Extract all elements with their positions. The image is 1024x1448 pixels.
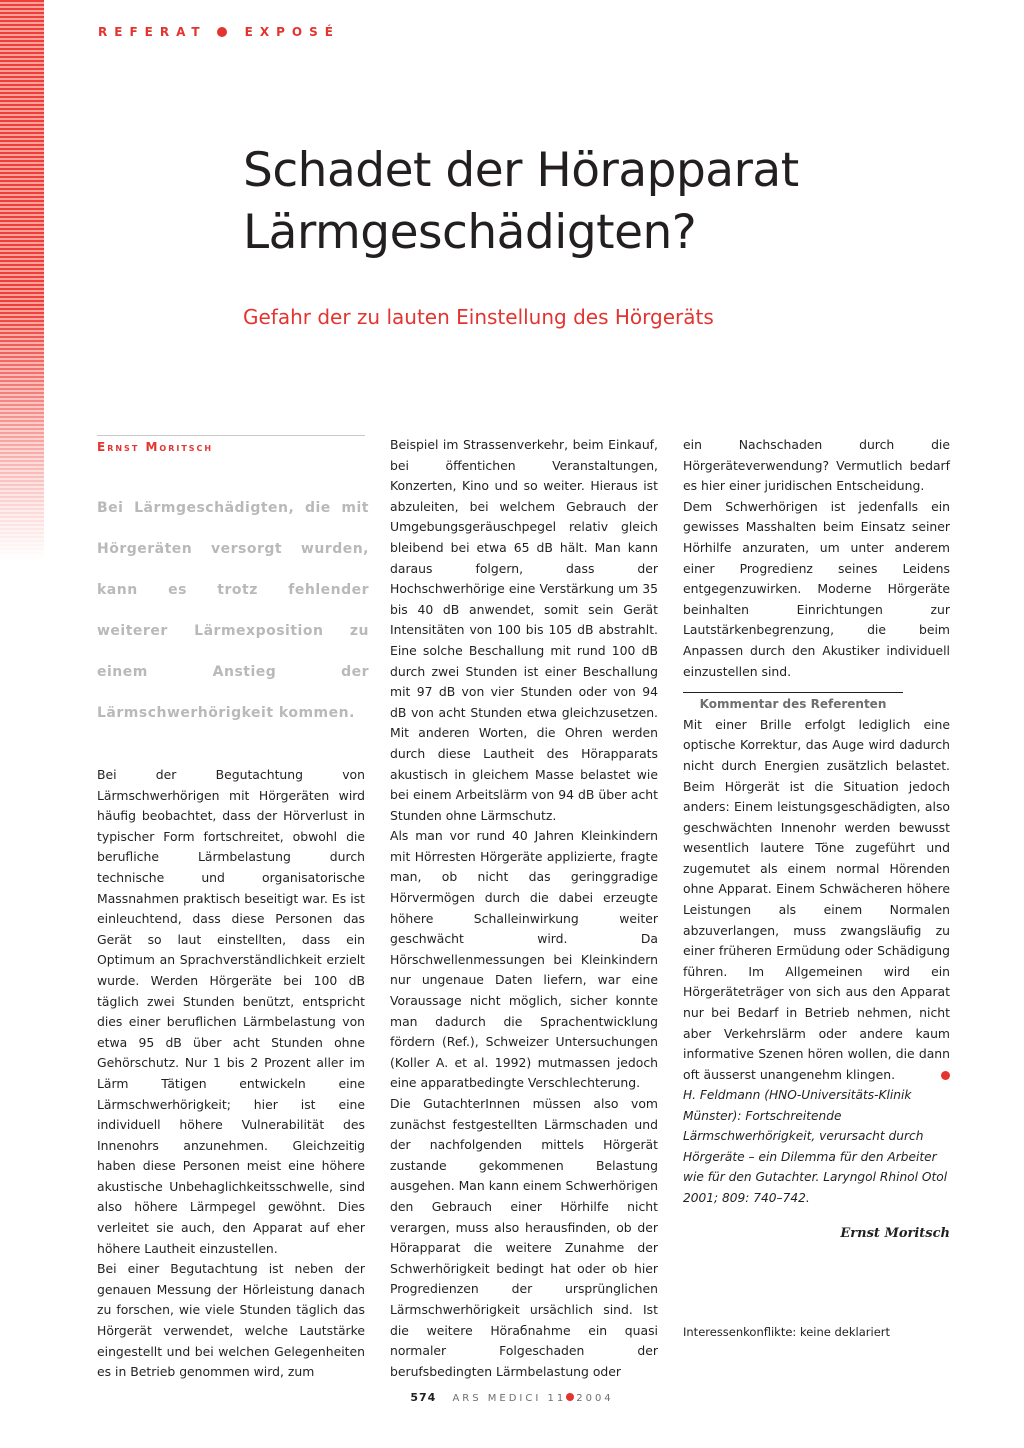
section-header	[98, 25, 340, 39]
column-1	[97, 765, 365, 1383]
page-number: 574	[410, 1391, 437, 1404]
edge-decoration-stripe	[0, 0, 44, 560]
column-2	[390, 435, 658, 1382]
body-paragraph: Als man vor rund 40 Jahren Kleinkindern mit Hörresten Hörgeräte applizierte, fragte man, ob nicht das geringgradige Hörvermögen durch die dabei erzeugte höhere Schalleinwirkung weiter geschwächt wird. Da Hörschwellenmessungen bei Kleinkindern nur ungenaue Daten liefern, war eine Voraussage nicht möglich, sicher konnte man dadurch die Sprachentwicklung fördern (Ref.), Schweizer Untersuchungen (Koller A. et al. 1992) mutmassen jedoch eine apparatbedingte Verschlechterung.	[390, 828, 658, 1091]
signature: Ernst Moritsch	[840, 1226, 950, 1242]
article-title: Schadet der Hörapparat Lärmgeschädigten?	[243, 143, 799, 260]
body-paragraph: Die GutachterInnen müssen also vom zunächst festgestellten Lärmschaden und der nachfolgenden mittels Hörgerät zustande gekommenen Belastung ausgehen. Man kann einem Schwerhörigen den Gebrauch einer Hörhilfe nicht verargen, muss also herausfinden, ob der Hörapparat die weitere Zunahme der Schwerhörigkeit bedingt hat oder ob hier Progredienzen der ursprünglichen Lärmschwerhörigkeit ursächlich sind. Ist die weitere Höraбnahme ein quasi normaler Folgeschaden der berufsbedingten Lärmbelastung oder	[390, 1096, 658, 1379]
conflict-of-interest-note: Interessenkonflikte: keine deklariert	[683, 1325, 890, 1339]
body-paragraph: Beispiel im Strassenverkehr, beim Einkauf, bei öffentichen Veranstaltungen, Konzerten, Kino und so weiter. Hieraus ist abzuleiten, bei welchem Gebrauch der Umgebungsgeräuschpegel relativ gleich bleibend bei etwa 65 dB hält. Man kann daraus folgern, dass der Hochschwerhörige eine Verstärkung um 35 bis 40 dB anwendet, somit sein Gerät Intensitäten von 100 bis 105 dB abstrahlt. Eine solche Beschallung mit rund 100 dB durch zwei Stunden ist einer Beschallung mit 97 dB von vier Stunden oder von 94 dB von acht Stunden etwa gleichzusetzen. Mit anderen Worten, die Ohren werden durch diese Lautheit des Hörapparats akustisch in gleichem Masse belastet wie bei einem Arbeitslärm von 94 dB über acht Stunden ohne Lärmschutz.	[390, 437, 658, 823]
column-3	[683, 435, 950, 1245]
body-paragraph: ein Nachschaden durch die Hörgeräteverwendung? Vermutlich bedarf es hier einer juridischen Entscheidung.	[683, 437, 950, 494]
journal-year: 2004	[576, 1393, 614, 1404]
page-footer	[0, 1391, 1024, 1404]
end-dot-icon	[941, 1071, 950, 1080]
comment-heading: Kommentar des Referenten	[683, 692, 903, 715]
article-subtitle: Gefahr der zu lauten Einstellung des Hörgeräts	[243, 305, 714, 329]
header-dot-icon	[217, 27, 227, 37]
body-paragraph: Bei einer Begutachtung ist neben der genauen Messung der Hörleistung danach zu forschen, wie viele Stunden täglich das Hörgerät verwendet, welche Lautstärke eingestellt und bei welchen Gelegenheiten es in Betrieb genommen wird, zum	[97, 1261, 365, 1380]
body-paragraph: Bei der Begutachtung von Lärmschwerhörigen mit Hörgeräten wird häufig beobachtet, dass der Hörverlust in typischer Form fortschreitet, obwohl die berufliche Lärmbelastung durch technische und organisatorische Massnahmen praktisch beseitigt war. Es ist einleuchtend, dass diese Personen das Gerät so laut einstellten, dass ein Optimum an Sprachverständlichkeit erzielt wurde. Werden Hörgeräte bei 100 dB täglich zwei Stunden benützt, entspricht dies einer beruflichen Lärmbelastung von etwa 95 dB über acht Stunden ohne Gehörschutz. Nur 1 bis 2 Prozent aller im Lärm Tätigen entwickeln eine Lärmschwerhörigkeit; hier ist eine individuell höhere Vulnerabilität des Innenohrs anzunehmen. Gleichzeitig haben diese Personen meist eine höhere akustische Unbehaglichkeitsschwelle, sind also höhere Lärmpegel gewöhnt. Dies verleitet sie auch, den Apparat auf eher höhere Lautheit einzustellen.	[97, 767, 365, 1256]
comment-paragraph	[683, 715, 950, 1086]
author-byline: Ernst Moritsch	[97, 435, 365, 454]
comment-text: Mit einer Brille erfolgt lediglich eine optische Korrektur, das Auge wird dadurch nicht durch Energien zusätzlich belastet. Beim Hörgerät ist die Situation jedoch anders: Einem leistungsgeschädigten, also geschwächten Innenohr werden bewusst wesentlich lautere Töne zugeführt und zugemutet als einem normal Hörenden ohne Apparat. Einem Schwächeren höhere Leistungen als einem Normalen abzuverlangen, muss zwangsläufig zu einer früheren Ermüdung oder Schädigung führen. Im Allgemeinen wird ein Hörgeräteträger von sich aus den Apparat nur bei Bedarf in Betrieb nehmen, nicht aber Verkehrslärm oder andere kaum informative Szenen hören wollen, die dann oft äusserst unangenehm klingen.	[683, 716, 950, 1082]
footer-dot-icon	[566, 1393, 574, 1401]
body-paragraph: Dem Schwerhörigen ist jedenfalls ein gewisses Masshalten beim Einsatz seiner Hörhilfe anzuraten, um unter anderem einer Progredienz seines Leidens entgegenzuwirken. Moderne Hörgeräte beinhalten Einrichtungen zur Lautstärkenbegrenzung, die beim Anpassen durch den Akustiker individuell einzustellen sind.	[683, 498, 950, 679]
reference-citation: H. Feldmann (HNO-Universitäts-Klinik Münster): Fortschreitende Lärmschwerhörigkeit, verursacht durch Hörgeräte – ein Dilemma für den Arbeiter wie für den Gutachter. Laryngol Rhinol Otol 2001; 809: 740–742.	[683, 1088, 948, 1205]
section-label-left: REFERAT	[98, 25, 207, 39]
journal-name: ARS MEDICI 11	[452, 1393, 567, 1404]
section-label-right: EXPOSÉ	[244, 25, 340, 39]
lead-paragraph: Bei Lärmgeschädigten, die mit Hörgeräten versorgt wurden, kann es trotz fehlender weiterer Lärmexposition zu einem Anstieg der Lärmschwerhörigkeit kommen.	[97, 500, 369, 721]
